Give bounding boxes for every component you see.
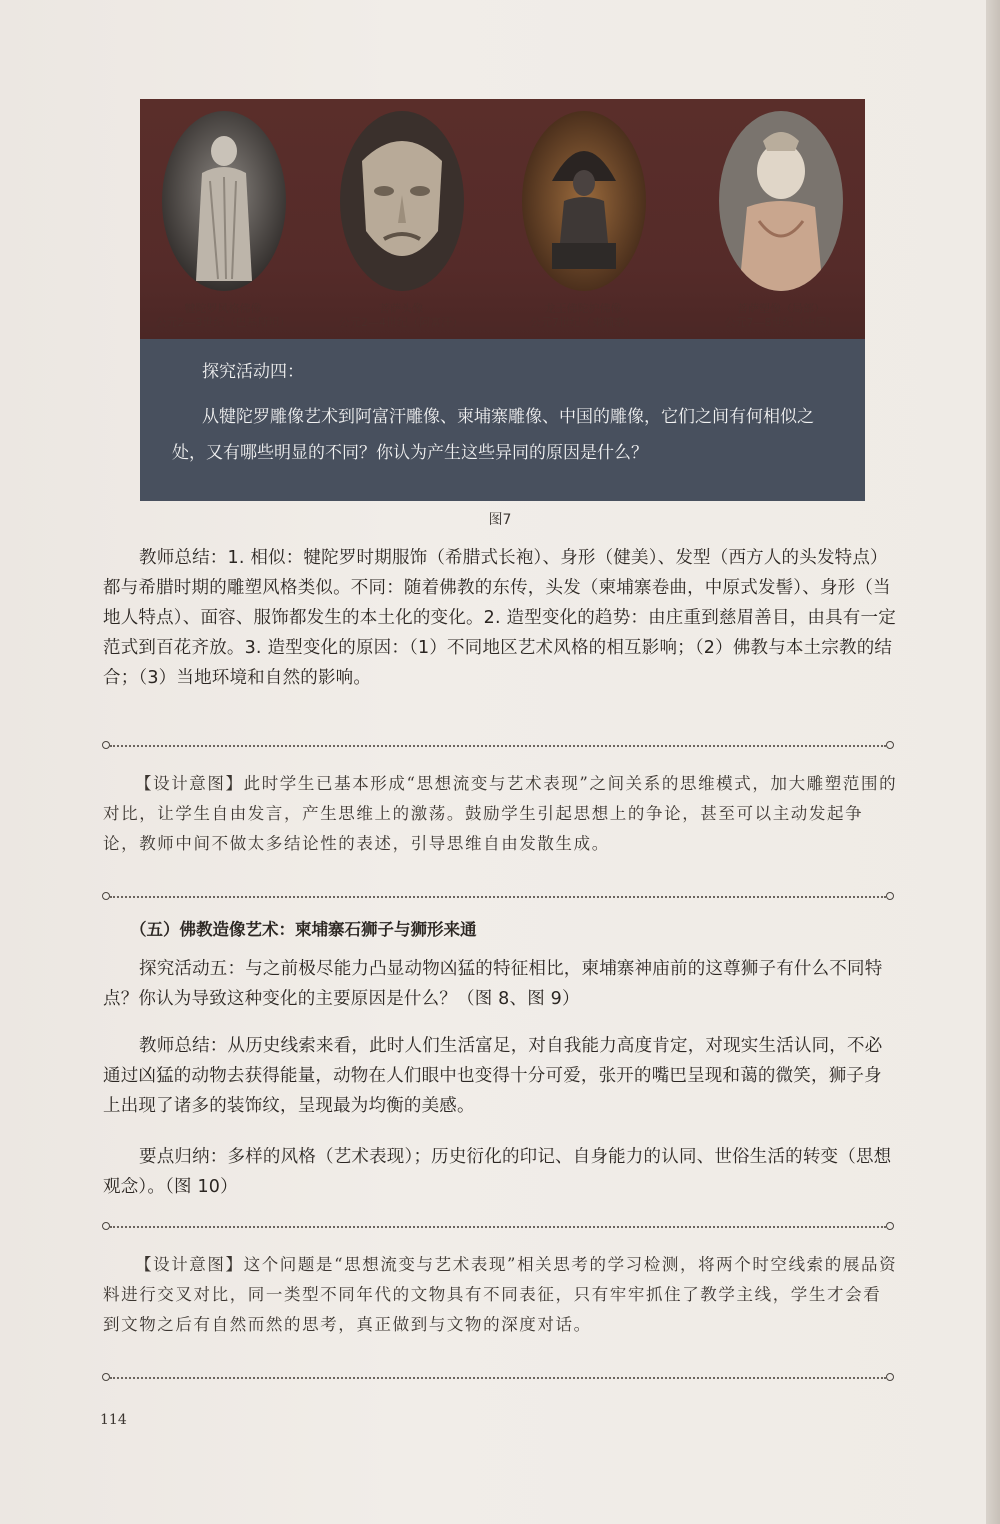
caption-name: 菩萨塑像（局部） [737,302,825,315]
bodhisattva-head-afghanistan-image [340,111,464,291]
figure-7-photo-panel [140,99,865,339]
bodhisattva-statue-china-image [719,111,843,291]
activity-five: 探究活动五：与之前极尽能力凸显动物凶猛的特征相比，柬埔寨神庙前的这尊狮子有什么不同特点？你认为导致这种变化的主要原因是什么？（图 8、图 9） [103,959,883,1009]
caption-naga-buddha [488,302,678,330]
naga-buddha-cambodia-image [522,111,646,291]
design-intent-2: 【设计意图】这个问题是“思想流变与艺术表现”相关思考的学习检测，将两个时空线索的展品资料进行交叉对比，同一类型不同年代的文物具有不同表征，只有牢牢抓住了教学主线，学生才会看到文物之后有自然而然的思考，真正做到与文物的深度对话。 [103,1255,898,1334]
caption-name: 犍陀罗风格佛像 [184,302,262,315]
caption-gandhara [128,302,318,330]
caption-name: 龙王佛陀护佛像 [544,302,622,315]
teacher-summary-1: 教师总结：1. 相似：犍陀罗时期服饰（希腊式长袍）、身形（健美）、发型（西方人的头发特点）都与希腊时期的雕塑风格类似。不同：随着佛教的东传，头发（柬埔寨卷曲，中原式发髻）、身形（当地人特点）、面容、服饰都发生的本土化的变化。2. 造型变化的趋势：由庄重到慈眉善目，由具有一定范式到百花齐放。3. 造型变化的原因：（1）不同地区艺术风格的相互影响；（2）佛教与本土宗教的结合；（3）当地环境和自然的影响。 [103,548,896,688]
caption-date: 公元2—4世纪（阿富汗） [339,316,463,329]
dotted-divider [102,1221,894,1233]
gandhara-buddha-image [162,111,286,291]
caption-bodhisattva-statue [686,302,876,330]
dotted-divider [102,1372,894,1384]
design-intent-1: 【设计意图】此时学生已基本形成“思想流变与艺术表现”之间关系的思维模式，加大雕塑范围的对比，让学生自由发言，产生思维上的激荡。鼓励学生引起思想上的争论，甚至可以主动发起争论，教师中间不做太多结论性的表述，引导思维自由发散生成。 [103,774,898,853]
caption-bodhisattva-head [306,302,496,330]
teacher-summary-2: 教师总结：从历史线索来看，此时人们生活富足，对自我能力高度肯定，对现实生活认同，不必通过凶猛的动物去获得能量，动物在人们眼中也变得十分可爱，张开的嘴巴呈现和蔼的微笑，狮子身上出现了诸多的装饰纹，呈现最为均衡的美感。 [103,1036,883,1116]
caption-name: 菩萨头像 [379,302,423,315]
page-edge [986,0,1000,1524]
page-number: 114 [100,1412,127,1428]
activity-four-title: 探究活动四： [202,362,304,382]
caption-date: 公元7世纪（柬埔寨） [530,316,636,329]
activity-four-text: 从犍陀罗雕像艺术到阿富汗雕像、柬埔寨雕像、中国的雕像，它们之间有何相似之处，又有哪些明显的不同？你认为产生这些异同的原因是什么？ [172,407,814,463]
activity-four-box [140,339,865,501]
dotted-divider [102,891,894,903]
dotted-divider [102,740,894,752]
key-points: 要点归纳：多样的风格（艺术表现）；历史衍化的印记、自身能力的认同、世俗生活的转变（思想观念）。（图 10） [103,1147,892,1197]
figure-7-label: 图7 [488,512,512,528]
caption-date: 公元7—8世纪（中国） [724,316,838,329]
caption-date: 公元2—3世纪（巴基斯坦） [155,316,291,329]
section-5-heading: （五）佛教造像艺术：柬埔寨石狮子与狮形来通 [130,920,477,939]
